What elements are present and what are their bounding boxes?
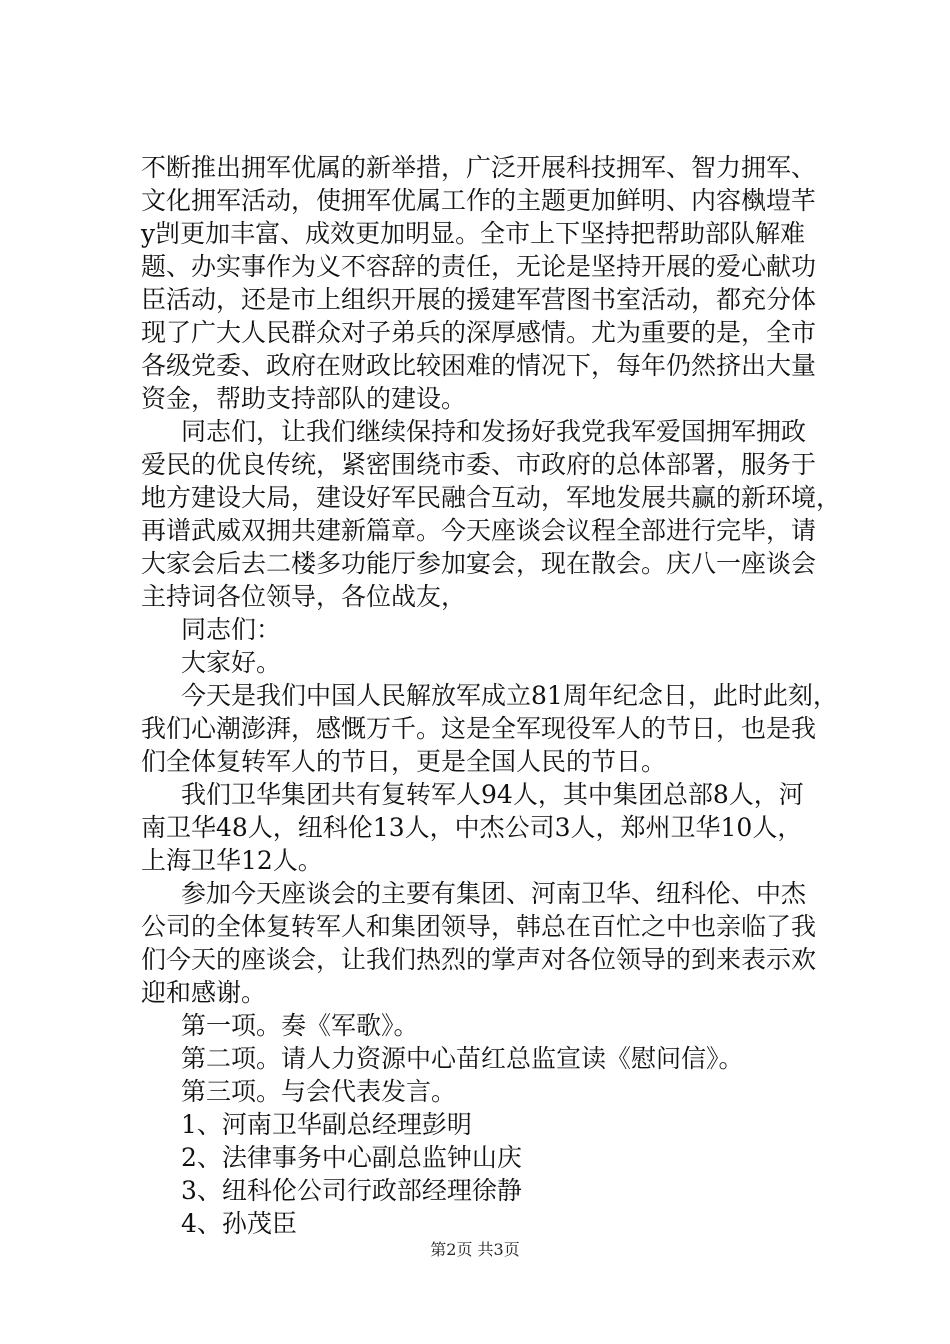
text-line: 同志们，让我们继续保持和发扬好我党我军爱国拥军拥政	[181, 417, 807, 446]
list-item: 3、纽科伦公司行政部经理徐静	[181, 1176, 522, 1205]
text-line: 同志们：	[181, 615, 282, 644]
text-line: 们全体复转军人的节日，更是全国人民的节日。	[141, 747, 667, 776]
list-item: 2、法律事务中心副总监钟山庆	[181, 1143, 522, 1172]
list-item: 1、河南卫华副总经理彭明	[181, 1110, 472, 1139]
text-line: y剀更加丰富、成效更加明显。全市上下坚持把帮助部队解难	[141, 219, 806, 248]
text-line: 我们心潮澎湃，感慨万千。这是全军现役军人的节日，也是我	[141, 714, 817, 743]
text-line: 第二项。请人力资源中心苗红总监宣读《慰问信》。	[181, 1044, 744, 1073]
text-line: 们今天的座谈会，让我们热烈的掌声对各位领导的到来表示欢	[141, 945, 817, 974]
text-line: 文化拥军活动，使拥军优属工作的主题更加鲜明、内容槸塏芊	[141, 186, 817, 215]
text-line: 迎和感谢。	[141, 978, 267, 1007]
text-line: 现了广大人民群众对子弟兵的深厚感情。尤为重要的是，全市	[141, 318, 817, 347]
text-line: 地方建设大局，建设好军民融合互动，军地发展共赢的新环境，	[141, 483, 842, 512]
text-line: 各级党委、政府在财政比较困难的情况下，每年仍然挤出大量	[141, 351, 817, 380]
text-line: 我们卫华集团共有复转军人94人，其中集团总部8人，河	[181, 780, 804, 809]
text-line: 参加今天座谈会的主要有集团、河南卫华、纽科伦、中杰	[181, 879, 807, 908]
text-line: 大家好。	[181, 648, 282, 677]
text-line: 爱民的优良传统，紧密围绕市委、市政府的总体部署，服务于	[141, 450, 817, 479]
text-line: 南卫华48人，纽科伦13人，中杰公司3人，郑州卫华10人，	[141, 813, 803, 842]
text-line: 不断推出拥军优属的新举措，广泛开展科技拥军、智力拥军、	[141, 153, 817, 182]
text-line: 资金，帮助支持部队的建设。	[141, 384, 467, 413]
text-line: 臣活动，还是市上组织开展的援建军营图书室活动，都充分体	[141, 285, 817, 314]
text-line: 公司的全体复转军人和集团领导，韩总在百忙之中也亲临了我	[141, 912, 817, 941]
text-line: 第三项。与会代表发言。	[181, 1077, 457, 1106]
text-line: 再谱武威双拥共建新篇章。今天座谈会议程全部进行完毕，请	[141, 516, 817, 545]
page-footer: 第2页 共3页	[430, 1240, 520, 1259]
text-line: 上海卫华12人。	[141, 846, 323, 875]
list-item: 4、孙茂臣	[181, 1209, 297, 1238]
text-line: 题、办实事作为义不容辞的责任，无论是坚持开展的爱心献功	[141, 252, 817, 281]
text-line: 大家会后去二楼多功能厅参加宴会，现在散会。庆八一座谈会	[141, 549, 817, 578]
text-line: 第一项。奏《军歌》。	[181, 1011, 419, 1040]
text-line: 主持词各位领导，各位战友，	[141, 582, 467, 611]
text-line: 今天是我们中国人民解放军成立81周年纪念日，此时此刻，	[181, 681, 838, 710]
